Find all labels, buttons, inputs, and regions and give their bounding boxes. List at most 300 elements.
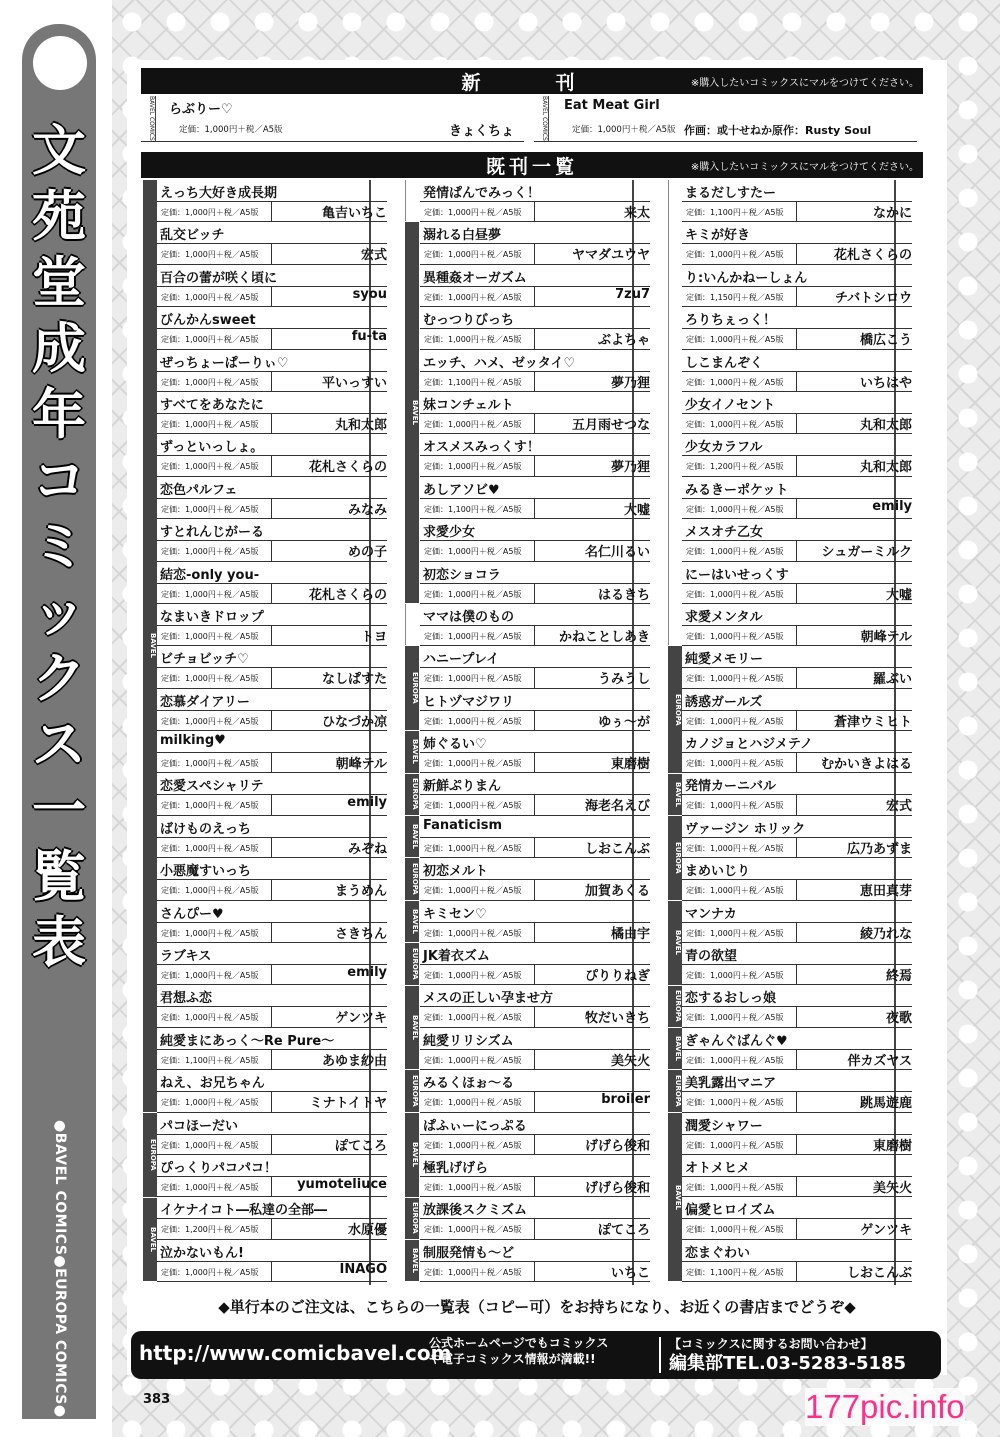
book-title: ぜっちょーぱーりぃ♡ [160,355,289,371]
book-title: 潤愛シャワー [685,1118,763,1134]
book-author: 丸和太郎 [859,460,912,476]
book-entry[interactable] [420,307,650,349]
book-title: メスの正しい孕ませ方 [423,991,554,1007]
book-author: 花札さくらの [308,587,387,603]
book-price: 定価：1,000円＋税／A5版 [424,971,522,981]
book-price: 定価：1,000円＋税／A5版 [686,631,784,641]
book-entry[interactable] [420,519,650,561]
book-price: 定価：1,000円＋税／A5版 [424,335,522,345]
book-author: broiler [601,1092,650,1108]
book-entry[interactable] [157,604,387,646]
side-title-char: 年 [32,383,86,446]
book-entry[interactable] [420,689,650,731]
book-price: 定価：1,000円＋税／A5版 [424,462,522,472]
side-subtitle: ●BAVEL COMICS●EUROPA COMICS● [52,1120,68,1418]
side-title-char: 表 [32,911,86,974]
book-price: 定価：1,000円＋税／A5版 [686,1098,784,1108]
book-title: ぎゃんぐばんぐ♥ [685,1033,788,1049]
book-author: 水原優 [347,1223,387,1239]
book-title: みるくほぉ～る [423,1076,515,1092]
book-entry[interactable] [157,519,387,561]
bavel-label: BAVEL [668,1028,682,1069]
backlist-header [141,152,923,178]
book-entry[interactable] [420,265,650,307]
book-entry[interactable] [157,1070,387,1112]
book-author: 大嘘 [885,587,912,603]
book-title: 発情カーニバル [685,779,777,795]
side-title-char: ッ [32,581,86,644]
book-entry[interactable] [157,562,387,604]
book-entry[interactable] [682,307,912,349]
book-entry[interactable] [157,943,387,985]
book-entry[interactable] [157,1113,387,1155]
book-price: 定価：1,000円＋税／A5版 [686,716,784,726]
book-price: 定価：1,150円＋税／A5版 [686,292,784,302]
book-title: milking♥ [160,733,226,749]
book-price: 定価：1,000円＋税／A5版 [686,1055,784,1065]
bavel-label: BAVEL [405,986,419,1070]
book-author: emily [872,498,912,514]
book-entry[interactable] [420,1155,650,1197]
book-entry[interactable] [420,816,650,858]
bavel-label: BAVEL [143,1198,157,1282]
book-price: 定価：1,000円＋税／A5版 [161,674,259,684]
book-price: 定価：1,000円＋税／A5版 [424,208,522,217]
book-author: 丸和太郎 [334,417,387,433]
book-entry[interactable] [682,350,912,392]
book-entry[interactable] [420,901,650,943]
book-title: キミが好き [685,228,751,244]
book-title: むっつりびっち [423,313,515,329]
book-author: ミナトイトヤ [309,1096,387,1112]
book-title: 青の欲望 [685,949,738,965]
book-entry[interactable] [157,350,387,392]
book-author: チバトシロウ [835,290,912,306]
bavel-label: BAVEL [668,774,682,815]
book-price: 定価：1,000円＋税／A5版 [686,971,784,981]
website-link[interactable]: http://www.comicbavel.com [139,1341,452,1365]
book-title: 制服発情も～ど [423,1245,515,1261]
book-title: ビチョビッチ♡ [160,652,249,668]
book-entry[interactable] [157,1240,387,1282]
backlist-title: 既刊一覧 [485,155,578,178]
book-title: 恋まぐわい [685,1245,751,1261]
book-price: 定価：1,000円＋税／A5版 [424,1055,522,1065]
bavel-label: BAVEL [405,1240,419,1281]
book-entry[interactable] [420,773,650,815]
book-price: 定価：1,000円＋税／A5版 [686,801,784,811]
book-entry[interactable] [157,477,387,519]
new-item-author: きょくちょ [448,124,514,139]
side-title-char: 成 [32,317,86,380]
book-title: 放課後スクミズム [423,1203,528,1219]
book-entry[interactable] [420,392,650,434]
book-title: あしアソビ♥ [423,482,500,498]
book-entry[interactable] [682,392,912,434]
book-author: しおこんぶ [584,841,650,857]
side-title-char: 一 [32,779,86,842]
book-author: 牧だいきち [584,1011,650,1027]
book-author: 跳馬遊鹿 [859,1096,912,1112]
book-author: yumoteliuce [297,1176,387,1192]
book-entry[interactable] [682,646,912,688]
book-entry[interactable] [420,1028,650,1070]
website-promo: 公式ホームページでもコミックス や電子コミックス情報が満載!! [429,1336,609,1366]
book-author: めの子 [347,545,387,561]
book-entry[interactable] [420,1070,650,1112]
book-title: さんぴー♥ [160,906,224,922]
book-title: 偏愛ヒロイズム [685,1203,776,1219]
book-entry[interactable] [682,434,912,476]
book-title: 恋するおしっ娘 [685,991,777,1007]
book-title: しこまんぞく [685,355,764,371]
book-price: 定価：1,000円＋税／A5版 [161,589,259,599]
book-author: 亀吉いちこ [321,206,387,221]
backlist-note: ※購入したいコミックスにマルをつけてください。 [690,161,919,173]
book-entry[interactable] [157,1028,387,1070]
book-author: 大嘘 [623,502,650,518]
book-price: 定価：1,000円＋税／A5版 [686,419,784,429]
europa-label: EUROPA [405,646,419,730]
book-entry[interactable] [420,943,650,985]
book-entry[interactable] [682,1155,912,1197]
book-title: 純愛リリシズム [423,1033,514,1049]
book-entry[interactable] [157,646,387,688]
book-title: 求愛少女 [423,525,476,541]
book-entry[interactable] [682,1070,912,1112]
book-entry[interactable] [157,985,387,1027]
book-entry[interactable] [420,985,650,1027]
book-entry[interactable] [682,562,912,604]
book-title: メスオチ乙女 [685,525,764,541]
book-entry[interactable] [420,731,650,773]
book-entry[interactable] [682,1028,912,1070]
new-releases-header [141,68,923,94]
book-price: 定価：1,000円＋税／A5版 [161,1098,259,1108]
book-title: オスメスみっくす！ [423,440,540,456]
side-banner [0,0,112,1437]
book-entry[interactable] [682,519,912,561]
book-entry[interactable] [682,180,912,222]
book-author: 花札さくらの [308,460,387,476]
book-entry[interactable] [420,1113,650,1155]
book-author: げげら俊和 [584,1180,650,1196]
bavel-label: BAVEL [668,1113,682,1282]
book-author: emily [347,795,387,811]
book-title: 妹コンチェルト [423,397,514,413]
book-entry[interactable] [420,434,650,476]
book-title: り:いんかねーしょん [685,270,808,286]
book-author: 7zu7 [615,286,650,302]
book-title: みるきーポケット [685,482,789,498]
book-price: 定価：1,000円＋税／A5版 [686,1013,784,1023]
gutter-blank [668,180,683,645]
book-author: いちこ [610,1265,650,1281]
book-title: ばけものえっち [160,821,252,837]
book-price: 定価：1,000円＋税／A5版 [424,843,522,853]
book-entry[interactable] [682,1240,912,1282]
book-title: カノジョとハジメテノ [685,737,813,753]
contact-info: 【コミックスに関するお問い合わせ】 編集部TEL.03-5283-5185 [669,1337,907,1374]
book-price: 定価：1,000円＋税／A5版 [161,631,259,641]
side-title-char: 堂 [32,251,86,314]
book-price: 定価：1,000円＋税／A5版 [686,377,784,387]
book-entry[interactable] [682,265,912,307]
book-author: 橋広こう [859,333,912,349]
book-title: 恋色パルフェ [160,482,238,498]
book-price: 定価：1,000円＋税／A5版 [161,547,259,557]
book-title: 泣かないもん! [160,1245,244,1261]
book-entry[interactable] [420,858,650,900]
book-price: 定価：1,000円＋税／A5版 [161,971,259,981]
book-price: 定価：1,000円＋税／A5版 [686,1182,784,1192]
book-title: 君想ふ恋 [160,991,213,1007]
book-price: 定価：1,000円＋税／A5版 [424,1013,522,1023]
book-entry[interactable] [157,1155,387,1197]
side-title-char: 苑 [32,185,86,248]
europa-label: EUROPA [405,774,419,815]
book-author: 夜歌 [885,1011,912,1027]
book-entry[interactable] [157,816,387,858]
europa-label: EUROPA [405,858,419,899]
book-entry[interactable] [157,392,387,434]
book-title: 姉ぐるい♡ [423,737,487,753]
book-title: パコほーだい [160,1118,239,1134]
book-entry[interactable] [682,1197,912,1239]
book-entry[interactable] [420,477,650,519]
bavel-label: BAVEL [143,180,157,1112]
book-price: 定価：1,000円＋税／A5版 [686,250,784,260]
book-author: 来太 [623,206,650,221]
book-entry[interactable] [682,689,912,731]
side-title [22,118,96,976]
book-price: 定価：1,000円＋税／A5版 [686,843,784,853]
new-item-1 [141,96,524,142]
book-title: ねえ、お兄ちゃん [160,1076,265,1092]
europa-label: EUROPA [405,943,419,984]
book-author: ゆぅ～が [598,714,650,730]
book-price: 定価：1,000円＋税／A5版 [161,928,259,938]
book-author: 丸和太郎 [859,417,912,433]
book-price: 定価：1,000円＋税／A5版 [161,801,259,811]
book-author: さきちん [334,926,387,942]
book-entry[interactable] [682,773,912,815]
book-author: 宏式 [885,799,912,815]
book-entry[interactable] [420,1197,650,1239]
book-author: まうめん [334,884,387,900]
book-price: 定価：1,000円＋税／A5版 [161,1013,259,1023]
book-author: emily [347,965,387,981]
europa-label: EUROPA [668,816,682,900]
side-title-char: 文 [32,119,86,182]
book-price: 定価：1,000円＋税／A5版 [424,1140,522,1150]
book-author: fu-ta [351,329,387,345]
book-title: 少女カラフル [685,440,763,456]
book-price: 定価：1,000円＋税／A5版 [161,419,259,429]
book-title: 恋慕ダイアリー [160,694,250,710]
book-title: 少女イノセント [685,397,776,413]
book-title: ハニープレイ [423,652,500,668]
book-author: ゲンツキ [335,1011,387,1027]
book-entry[interactable] [157,689,387,731]
bavel-label: BAVEL [405,1113,419,1197]
book-author: ぶよちゃ [597,333,650,349]
book-price: 定価：1,000円＋税／A5版 [424,1267,522,1277]
bavel-label: BAVEL [405,816,419,857]
book-entry[interactable] [420,562,650,604]
book-author: いちはや [859,375,912,391]
side-title-char: コ [32,449,86,512]
book-entry[interactable] [157,434,387,476]
book-title: 発情ぱんでみっく！ [423,186,541,201]
book-entry[interactable] [420,222,650,264]
book-title: にーはいせっくす [685,567,789,583]
book-entry[interactable] [682,858,912,900]
book-price: 定価：1,000円＋税／A5版 [424,716,522,726]
new-item-price: 定価：1,000円＋税／A5版 [179,125,283,135]
book-price: 定価：1,000円＋税／A5版 [424,801,522,811]
book-price: 定価：1,000円＋税／A5版 [424,928,522,938]
book-price: 定価：1,000円＋税／A5版 [424,1098,522,1108]
publisher-label: BAVEL COMICS [141,96,156,141]
book-title: ずっといっしょ。 [160,440,264,456]
book-entry[interactable] [682,985,912,1027]
book-title: 恋愛スペシャリテ [160,779,264,795]
book-price: 定価：1,100円＋税／A5版 [161,1055,259,1065]
book-price: 定価：1,000円＋税／A5版 [161,759,259,769]
book-price: 定価：1,000円＋税／A5版 [161,377,259,387]
book-price: 定価：1,000円＋税／A5版 [686,589,784,599]
book-title: イケナイコト―私達の全部― [160,1203,328,1219]
book-price: 定価：1,000円＋税／A5版 [424,1182,522,1192]
book-author: トヨ [360,629,387,645]
europa-label: EUROPA [405,1198,419,1239]
book-author: 恵田真芽 [859,884,912,900]
book-author: しおこんぶ [846,1265,912,1281]
book-price: 定価：1,000円＋税／A5版 [424,631,522,641]
side-title-char: ス [32,713,86,776]
book-title: マンナカ [685,906,737,922]
book-author: 広乃あずま [846,841,912,857]
phone-number: 編集部TEL.03-5283-5185 [669,1353,907,1374]
book-entry[interactable] [420,350,650,392]
book-author: ぽてころ [597,1223,650,1239]
book-entry[interactable] [682,731,912,773]
book-entry[interactable] [157,773,387,815]
book-title: ママは僕のもの [423,609,515,625]
new-item-author: 作画：或十せねか原作：Rusty Soul [684,124,872,137]
book-entry[interactable] [157,222,387,264]
book-title: オトメヒメ [685,1160,750,1176]
new-releases-title: 新 刊 [461,71,603,94]
book-author: なしぱすた [321,672,387,688]
book-entry[interactable] [157,858,387,900]
book-author: 名仁川るい [584,545,650,561]
book-price: 定価：1,100円＋税／A5版 [424,504,522,514]
book-price: 定価：1,000円＋税／A5版 [161,250,259,260]
new-item-title: Eat Meat Girl [564,98,660,113]
book-entry[interactable] [682,943,912,985]
book-price: 定価：1,000円＋税／A5版 [686,335,784,345]
book-entry[interactable] [157,307,387,349]
book-entry[interactable] [420,604,650,646]
book-author: ヤマダユウヤ [571,248,650,264]
book-author: ぽてころ [334,1138,387,1154]
book-entry[interactable] [682,816,912,858]
side-title-char: ミ [32,515,86,578]
book-author: シュガーミルク [821,545,912,561]
book-column-2 [420,180,650,1282]
book-title: ろりちぇっく！ [685,313,777,329]
book-price: 定価：1,000円＋税／A5版 [424,1225,522,1235]
book-author: うみうし [597,672,650,688]
book-entry[interactable] [682,604,912,646]
book-entry[interactable] [682,222,912,264]
book-price: 定価：1,000円＋税／A5版 [686,504,784,514]
europa-label: EUROPA [143,1113,157,1197]
book-author: 宏式 [360,248,387,264]
book-title: JK着衣ズム [423,949,490,965]
gutter-blank [405,180,420,221]
book-title: 純愛まにあっく～Re Pure～ [160,1033,335,1049]
book-title: ヴァージン ホリック [685,821,806,837]
book-title: 初恋メルト [423,864,489,880]
book-title: 異種姦オーガズム [423,270,527,286]
book-entry[interactable] [157,180,387,222]
book-author: 夢乃狸 [610,460,650,476]
bavel-label: BAVEL [668,901,682,985]
book-title: 百合の蕾が咲く頃に [160,270,278,286]
book-title: 美乳露出マニア [685,1076,777,1092]
book-price: 定価：1,000円＋税／A5版 [686,928,784,938]
book-title: すべてをあなたに [160,397,264,413]
book-entry[interactable] [682,1113,912,1155]
side-title-char: 覧 [32,845,86,908]
book-title: ぱふぃーにっぷる [423,1118,527,1134]
book-entry[interactable] [682,901,912,943]
book-title: 乱交ビッチ [160,228,225,244]
book-price: 定価：1,000円＋税／A5版 [161,716,259,726]
book-author: はるきち [597,587,650,603]
book-price: 定価：1,000円＋税／A5版 [161,1140,259,1150]
page-number: 383 [143,1392,171,1407]
book-entry[interactable] [420,646,650,688]
book-entry[interactable] [157,901,387,943]
book-entry[interactable] [157,1197,387,1239]
book-author: 終焉 [885,969,912,985]
europa-label: EUROPA [668,986,682,1027]
book-price: 定価：1,200円＋税／A5版 [161,1225,259,1235]
book-author: 朝峰テル [335,757,387,773]
book-entry[interactable] [682,477,912,519]
book-author: あゆま紗由 [321,1053,387,1069]
new-releases-note: ※購入したいコミックスにマルをつけてください。 [690,77,919,89]
book-entry[interactable] [420,1240,650,1282]
book-entry[interactable] [157,731,387,773]
bavel-label: BAVEL [405,222,419,603]
book-entry[interactable] [157,265,387,307]
book-title: キミセン♡ [423,906,487,922]
book-price: 定価：1,000円＋税／A5版 [161,504,259,514]
book-price: 定価：1,000円＋税／A5版 [424,419,522,429]
book-price: 定価：1,000円＋税／A5版 [686,1225,784,1235]
book-column-1 [157,180,387,1282]
book-price: 定価：1,000円＋税／A5版 [424,250,522,260]
book-entry[interactable] [420,180,650,222]
book-author: 海老名えび [584,799,650,815]
book-price: 定価：1,100円＋税／A5版 [424,377,522,387]
book-author: げげら俊和 [584,1138,650,1154]
